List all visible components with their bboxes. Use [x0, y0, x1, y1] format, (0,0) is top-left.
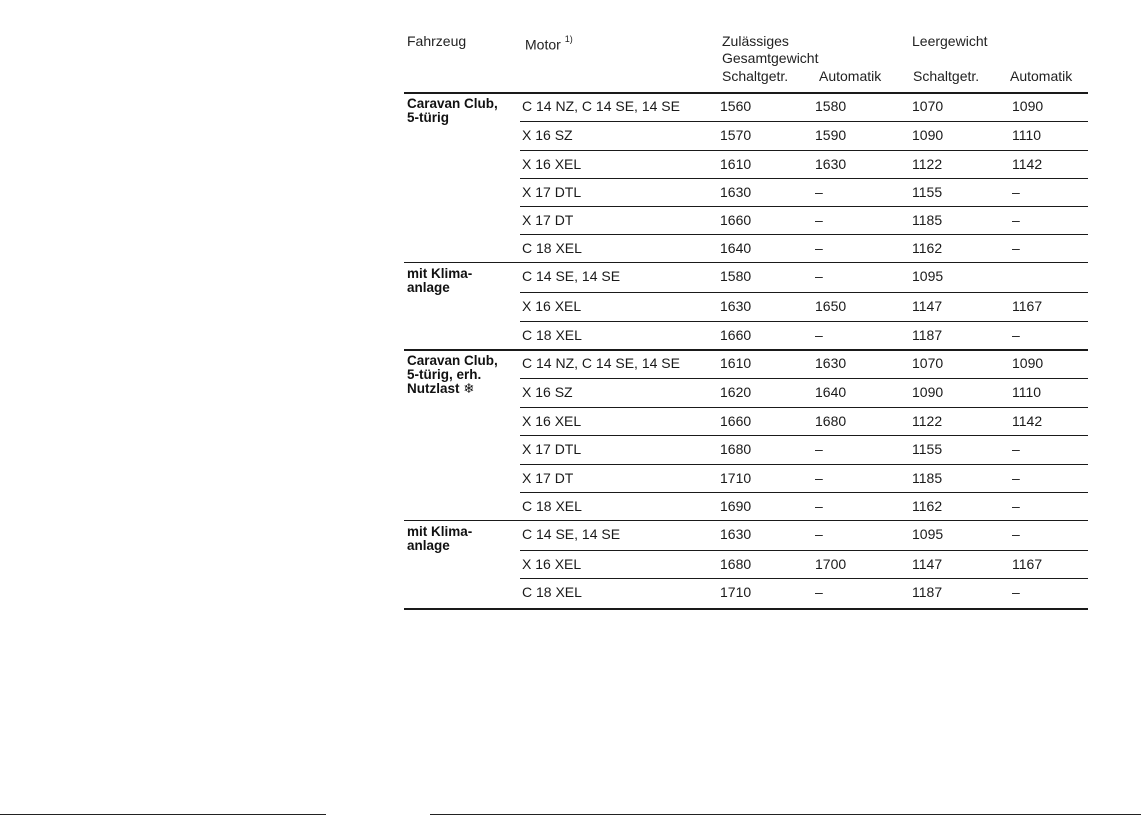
leer-schaltgetr-cell: 1162 — [912, 240, 943, 256]
leer-automatik-cell: 1142 — [1012, 413, 1043, 429]
zul-schaltgetr-cell: 1660 — [720, 327, 752, 343]
motor-cell: X 17 DTL — [522, 441, 582, 457]
zul-automatik-cell: – — [815, 212, 823, 228]
leer-automatik-cell: 1167 — [1012, 298, 1043, 314]
leer-automatik-cell: – — [1012, 184, 1020, 200]
row-rule — [520, 464, 1088, 465]
zul-automatik-cell: – — [815, 526, 823, 542]
zul-automatik-cell: – — [815, 498, 823, 514]
vehicle-label: anlage — [407, 280, 450, 295]
zul-automatik-cell: 1700 — [815, 556, 847, 572]
motor-cell: X 17 DTL — [522, 184, 582, 200]
header-motor-footnote: 1) — [564, 34, 573, 44]
leer-automatik-cell: – — [1012, 212, 1020, 228]
zul-schaltgetr-cell: 1630 — [720, 184, 752, 200]
zul-schaltgetr-cell: 1710 — [720, 470, 752, 486]
motor-cell: C 14 NZ, C 14 SE, 14 SE — [522, 355, 680, 371]
zul-schaltgetr-cell: 1630 — [720, 298, 752, 314]
leer-schaltgetr-cell: 1070 — [912, 355, 944, 371]
row-rule — [404, 349, 1088, 351]
motor-cell: X 17 DT — [522, 470, 574, 486]
zul-schaltgetr-cell: 1690 — [720, 498, 752, 514]
zul-automatik-cell: 1630 — [815, 156, 847, 172]
row-rule — [520, 407, 1088, 408]
leer-automatik-cell: – — [1012, 584, 1020, 600]
vehicle-label: Nutzlast ❄ — [407, 381, 475, 396]
leer-automatik-cell: – — [1012, 470, 1020, 486]
zul-automatik-cell: – — [815, 327, 823, 343]
zul-schaltgetr-cell: 1560 — [720, 98, 752, 114]
motor-cell: C 14 SE, 14 SE — [522, 268, 621, 284]
leer-schaltgetr-cell: 1162 — [912, 498, 943, 514]
zul-schaltgetr-cell: 1640 — [720, 240, 752, 256]
zul-schaltgetr-cell: 1620 — [720, 384, 752, 400]
row-rule — [520, 321, 1088, 322]
header-fahrzeug: Fahrzeug — [407, 33, 467, 49]
leer-automatik-cell: 1090 — [1012, 355, 1044, 371]
zul-automatik-cell: 1680 — [815, 413, 847, 429]
zul-schaltgetr-cell: 1660 — [720, 413, 752, 429]
header-leer-schaltgetr: Schaltgetr. — [913, 68, 980, 84]
leer-automatik-cell: 1110 — [1012, 127, 1042, 143]
zul-automatik-cell: 1650 — [815, 298, 847, 314]
zul-automatik-cell: – — [815, 184, 823, 200]
row-rule — [520, 550, 1088, 551]
leer-schaltgetr-cell: 1155 — [912, 184, 943, 200]
zul-schaltgetr-cell: 1630 — [720, 526, 752, 542]
header-leer-automatik: Automatik — [1010, 68, 1073, 84]
row-rule — [404, 520, 1088, 521]
motor-cell: C 14 SE, 14 SE — [522, 526, 621, 542]
leer-automatik-cell: 1167 — [1012, 556, 1043, 572]
leer-schaltgetr-cell: 1070 — [912, 98, 944, 114]
leer-automatik-cell: – — [1012, 240, 1020, 256]
motor-cell: C 18 XEL — [522, 584, 582, 600]
zul-schaltgetr-cell: 1680 — [720, 441, 752, 457]
zul-schaltgetr-cell: 1580 — [720, 268, 752, 284]
zul-schaltgetr-cell: 1680 — [720, 556, 752, 572]
leer-automatik-cell: – — [1012, 441, 1020, 457]
row-rule — [520, 492, 1088, 493]
header-gesamtgewicht: Gesamtgewicht — [722, 50, 819, 66]
zul-schaltgetr-cell: 1570 — [720, 127, 752, 143]
header-motor — [525, 34, 573, 53]
row-rule — [520, 435, 1088, 436]
leer-schaltgetr-cell: 1122 — [912, 413, 943, 429]
zul-automatik-cell: – — [815, 470, 823, 486]
leer-schaltgetr-cell: 1095 — [912, 268, 944, 284]
vehicle-label: anlage — [407, 538, 450, 553]
vehicle-label: mit Klima- — [407, 524, 473, 539]
header-zulaessiges: Zulässiges — [722, 33, 789, 49]
zul-schaltgetr-cell: 1610 — [720, 156, 752, 172]
header-zul-schaltgetr: Schaltgetr. — [722, 68, 789, 84]
leer-schaltgetr-cell: 1185 — [912, 212, 943, 228]
leer-schaltgetr-cell: 1185 — [912, 470, 943, 486]
row-rule — [520, 206, 1088, 207]
zul-automatik-cell: 1630 — [815, 355, 847, 371]
header-zul-automatik: Automatik — [819, 68, 882, 84]
leer-schaltgetr-cell: 1095 — [912, 526, 944, 542]
footer-rule-left — [0, 814, 326, 815]
footer-rule-right — [430, 814, 1141, 815]
motor-cell: X 16 XEL — [522, 298, 582, 314]
zul-automatik-cell: 1590 — [815, 127, 847, 143]
row-rule — [520, 121, 1088, 122]
zul-automatik-cell: – — [815, 584, 823, 600]
row-rule — [404, 92, 1088, 94]
motor-cell: X 16 XEL — [522, 556, 582, 572]
motor-cell: X 16 XEL — [522, 156, 582, 172]
zul-schaltgetr-cell: 1610 — [720, 355, 752, 371]
zul-automatik-cell: 1640 — [815, 384, 847, 400]
leer-schaltgetr-cell: 1122 — [912, 156, 943, 172]
leer-automatik-cell: 1090 — [1012, 98, 1044, 114]
motor-cell: C 18 XEL — [522, 498, 582, 514]
row-rule — [520, 378, 1088, 379]
motor-cell: X 16 XEL — [522, 413, 582, 429]
leer-schaltgetr-cell: 1187 — [912, 584, 943, 600]
row-rule — [404, 608, 1088, 610]
row-rule — [520, 178, 1088, 179]
leer-schaltgetr-cell: 1147 — [912, 556, 943, 572]
leer-schaltgetr-cell: 1090 — [912, 127, 944, 143]
leer-schaltgetr-cell: 1187 — [912, 327, 943, 343]
vehicle-label: 5-türig, erh. — [407, 367, 482, 382]
row-rule — [404, 262, 1088, 263]
leer-schaltgetr-cell: 1090 — [912, 384, 944, 400]
motor-cell: C 14 NZ, C 14 SE, 14 SE — [522, 98, 680, 114]
leer-automatik-cell: – — [1012, 327, 1020, 343]
motor-cell: C 18 XEL — [522, 327, 582, 343]
row-rule — [520, 150, 1088, 151]
zul-automatik-cell: – — [815, 240, 823, 256]
row-rule — [520, 234, 1088, 235]
leer-schaltgetr-cell: 1155 — [912, 441, 943, 457]
leer-automatik-cell: – — [1012, 498, 1020, 514]
vehicle-label: Caravan Club, — [407, 353, 498, 368]
leer-automatik-cell: 1142 — [1012, 156, 1043, 172]
row-rule — [520, 292, 1088, 293]
row-rule — [520, 578, 1088, 579]
motor-cell: X 16 SZ — [522, 127, 573, 143]
zul-automatik-cell: – — [815, 268, 823, 284]
zul-automatik-cell: – — [815, 441, 823, 457]
vehicle-label: mit Klima- — [407, 266, 473, 281]
leer-schaltgetr-cell: 1147 — [912, 298, 943, 314]
header-motor-label: Motor — [525, 36, 561, 53]
motor-cell: X 17 DT — [522, 212, 574, 228]
header-leergewicht: Leergewicht — [912, 33, 988, 49]
leer-automatik-cell: – — [1012, 526, 1020, 542]
vehicle-label: Caravan Club, — [407, 96, 498, 111]
zul-automatik-cell: 1580 — [815, 98, 847, 114]
motor-cell: C 18 XEL — [522, 240, 582, 256]
zul-schaltgetr-cell: 1710 — [720, 584, 752, 600]
motor-cell: X 16 SZ — [522, 384, 573, 400]
zul-schaltgetr-cell: 1660 — [720, 212, 752, 228]
leer-automatik-cell: 1110 — [1012, 384, 1042, 400]
vehicle-label: 5-türig — [407, 110, 449, 125]
